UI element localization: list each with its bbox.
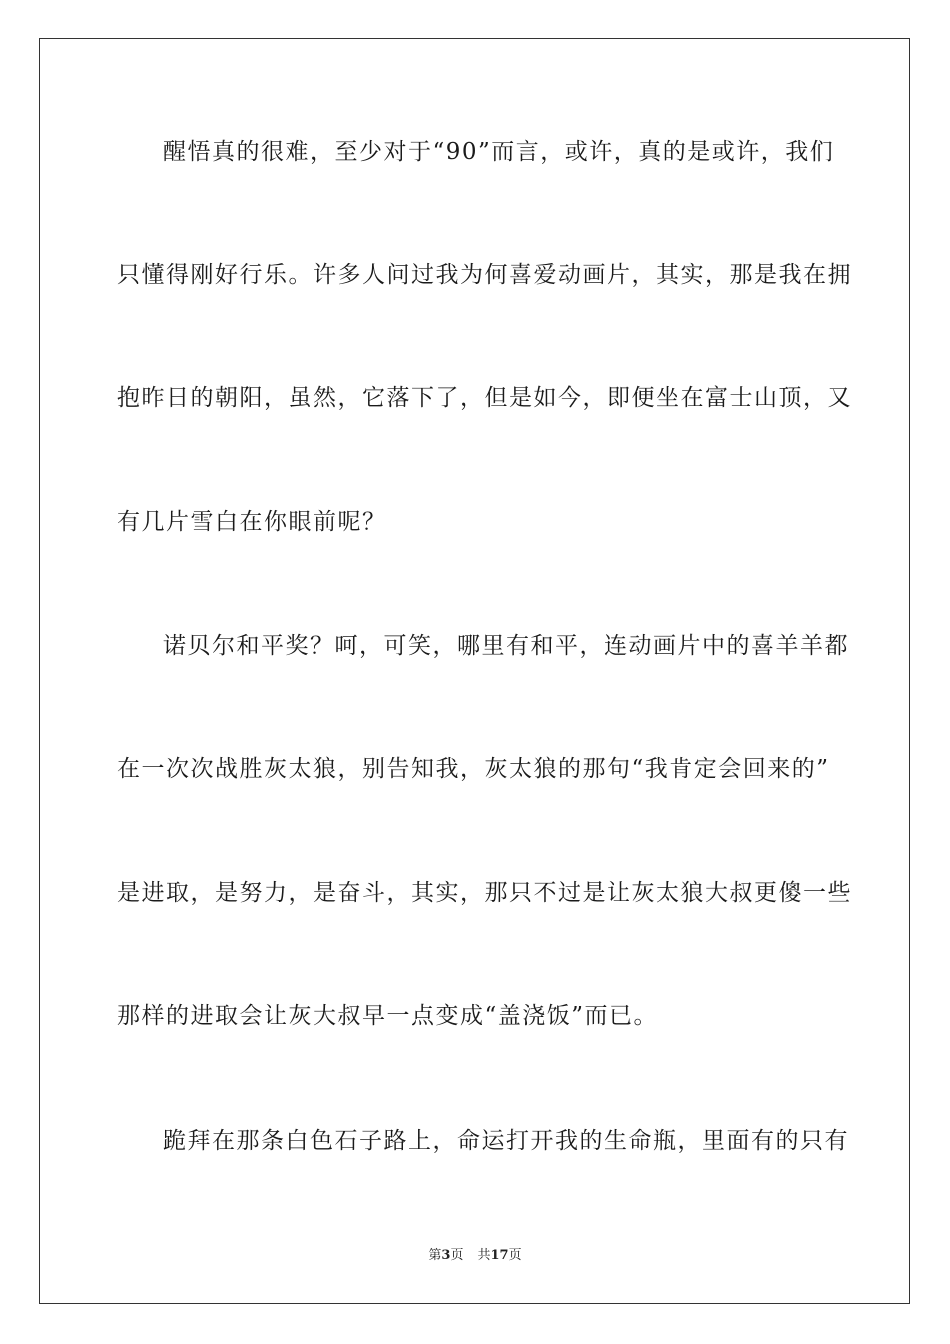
footer-page-prefix: 第	[428, 1248, 442, 1263]
text-line-2: 只懂得刚好行乐。许多人问过我为何喜爱动画片，其实，那是我在拥	[117, 262, 852, 288]
text-line-7: 是进取，是努力，是奋斗，其实，那只不过是让灰太狼大叔更傻一些	[117, 880, 852, 906]
page-footer	[0, 1247, 950, 1265]
footer-total-pages: 17	[490, 1248, 509, 1263]
text-line-1: 醒悟真的很难，至少对于“90”而言，或许，真的是或许，我们	[163, 139, 835, 165]
text-line-3: 抱昨日的朝阳，虽然，它落下了，但是如今，即便坐在富士山顶，又	[117, 385, 852, 411]
footer-page-number: 3	[441, 1248, 451, 1263]
footer-page-suffix: 页	[450, 1248, 464, 1263]
footer-total-suffix: 页	[508, 1248, 522, 1263]
page-border	[39, 38, 910, 1304]
text-line-4: 有几片雪白在你眼前呢？	[117, 509, 387, 535]
text-line-9: 跪拜在那条白色石子路上，命运打开我的生命瓶，里面有的只有	[163, 1128, 849, 1154]
text-line-6: 在一次次战胜灰太狼，别告知我，灰太狼的那句“我肯定会回来的”	[117, 756, 830, 782]
footer-total-prefix: 共	[477, 1248, 491, 1263]
text-line-5: 诺贝尔和平奖？呵，可笑，哪里有和平，连动画片中的喜羊羊都	[163, 633, 849, 659]
text-line-8: 那样的进取会让灰大叔早一点变成“盖浇饭”而已。	[117, 1003, 659, 1029]
